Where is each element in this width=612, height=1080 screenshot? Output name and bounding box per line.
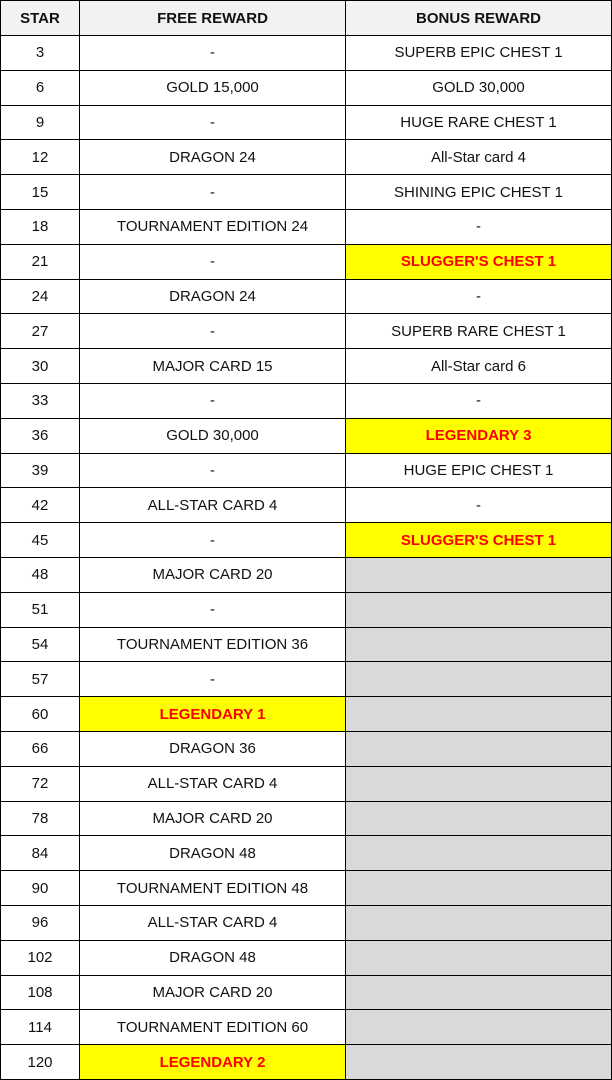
free-reward-cell: MAJOR CARD 20 — [80, 975, 346, 1010]
table-row — [1, 940, 612, 975]
star-cell: 9 — [1, 105, 80, 140]
table-row — [1, 871, 612, 906]
free-reward-cell: DRAGON 36 — [80, 731, 346, 766]
table-row — [1, 279, 612, 314]
table-row — [1, 209, 612, 244]
star-cell: 18 — [1, 209, 80, 244]
table-row — [1, 627, 612, 662]
free-reward-cell: LEGENDARY 2 — [80, 1045, 346, 1080]
free-reward-cell: - — [80, 36, 346, 71]
free-reward-cell: ALL-STAR CARD 4 — [80, 488, 346, 523]
bonus-reward-cell — [346, 592, 612, 627]
free-reward-cell: TOURNAMENT EDITION 24 — [80, 209, 346, 244]
star-cell: 33 — [1, 383, 80, 418]
header-free-reward: FREE REWARD — [80, 1, 346, 36]
table-row — [1, 36, 612, 71]
bonus-reward-cell — [346, 627, 612, 662]
bonus-reward-cell: - — [346, 383, 612, 418]
star-cell: 57 — [1, 662, 80, 697]
header-bonus-reward: BONUS REWARD — [346, 1, 612, 36]
table-row — [1, 523, 612, 558]
free-reward-cell: - — [80, 523, 346, 558]
bonus-reward-cell: LEGENDARY 3 — [346, 418, 612, 453]
table-row — [1, 105, 612, 140]
free-reward-cell: - — [80, 244, 346, 279]
bonus-reward-cell — [346, 836, 612, 871]
table-row — [1, 488, 612, 523]
star-cell: 78 — [1, 801, 80, 836]
star-cell: 12 — [1, 140, 80, 175]
star-cell: 72 — [1, 766, 80, 801]
bonus-reward-cell: SHINING EPIC CHEST 1 — [346, 175, 612, 210]
bonus-reward-cell: SLUGGER'S CHEST 1 — [346, 244, 612, 279]
free-reward-cell: TOURNAMENT EDITION 36 — [80, 627, 346, 662]
bonus-reward-cell — [346, 766, 612, 801]
bonus-reward-cell: HUGE RARE CHEST 1 — [346, 105, 612, 140]
free-reward-cell: - — [80, 175, 346, 210]
table-row — [1, 905, 612, 940]
table-row — [1, 592, 612, 627]
bonus-reward-cell: - — [346, 488, 612, 523]
table-row — [1, 697, 612, 732]
free-reward-cell: - — [80, 592, 346, 627]
star-cell: 114 — [1, 1010, 80, 1045]
bonus-reward-cell: SUPERB EPIC CHEST 1 — [346, 36, 612, 71]
bonus-reward-cell — [346, 697, 612, 732]
table-row — [1, 1010, 612, 1045]
star-cell: 39 — [1, 453, 80, 488]
bonus-reward-cell — [346, 871, 612, 906]
free-reward-cell: ALL-STAR CARD 4 — [80, 766, 346, 801]
star-cell: 108 — [1, 975, 80, 1010]
star-cell: 42 — [1, 488, 80, 523]
table-body — [1, 36, 612, 1080]
table-row — [1, 383, 612, 418]
free-reward-cell: - — [80, 662, 346, 697]
bonus-reward-cell: GOLD 30,000 — [346, 70, 612, 105]
header-row — [1, 1, 612, 36]
star-cell: 21 — [1, 244, 80, 279]
table-row — [1, 175, 612, 210]
bonus-reward-cell — [346, 1010, 612, 1045]
star-cell: 54 — [1, 627, 80, 662]
free-reward-cell: DRAGON 24 — [80, 279, 346, 314]
free-reward-cell: ALL-STAR CARD 4 — [80, 905, 346, 940]
free-reward-cell: MAJOR CARD 15 — [80, 349, 346, 384]
bonus-reward-cell: - — [346, 209, 612, 244]
table-row — [1, 731, 612, 766]
bonus-reward-cell: All-Star card 6 — [346, 349, 612, 384]
free-reward-cell: DRAGON 48 — [80, 940, 346, 975]
star-cell: 3 — [1, 36, 80, 71]
star-cell: 102 — [1, 940, 80, 975]
table-row — [1, 453, 612, 488]
bonus-reward-cell — [346, 1045, 612, 1080]
star-cell: 30 — [1, 349, 80, 384]
bonus-reward-cell — [346, 557, 612, 592]
bonus-reward-cell: SUPERB RARE CHEST 1 — [346, 314, 612, 349]
header-star: STAR — [1, 1, 80, 36]
star-cell: 6 — [1, 70, 80, 105]
free-reward-cell: - — [80, 314, 346, 349]
table-row — [1, 975, 612, 1010]
star-cell: 51 — [1, 592, 80, 627]
star-cell: 36 — [1, 418, 80, 453]
free-reward-cell: - — [80, 453, 346, 488]
table-row — [1, 1045, 612, 1080]
free-reward-cell: TOURNAMENT EDITION 48 — [80, 871, 346, 906]
table-row — [1, 801, 612, 836]
star-cell: 48 — [1, 557, 80, 592]
bonus-reward-cell: All-Star card 4 — [346, 140, 612, 175]
free-reward-cell: LEGENDARY 1 — [80, 697, 346, 732]
table-row — [1, 244, 612, 279]
free-reward-cell: - — [80, 105, 346, 140]
free-reward-cell: GOLD 15,000 — [80, 70, 346, 105]
table-row — [1, 766, 612, 801]
star-cell: 24 — [1, 279, 80, 314]
star-cell: 120 — [1, 1045, 80, 1080]
star-cell: 66 — [1, 731, 80, 766]
star-cell: 15 — [1, 175, 80, 210]
bonus-reward-cell: - — [346, 279, 612, 314]
star-cell: 84 — [1, 836, 80, 871]
table-row — [1, 557, 612, 592]
star-cell: 90 — [1, 871, 80, 906]
free-reward-cell: MAJOR CARD 20 — [80, 801, 346, 836]
table-row — [1, 836, 612, 871]
bonus-reward-cell — [346, 662, 612, 697]
star-cell: 60 — [1, 697, 80, 732]
table-row — [1, 314, 612, 349]
free-reward-cell: MAJOR CARD 20 — [80, 557, 346, 592]
star-cell: 27 — [1, 314, 80, 349]
bonus-reward-cell — [346, 801, 612, 836]
free-reward-cell: GOLD 30,000 — [80, 418, 346, 453]
free-reward-cell: TOURNAMENT EDITION 60 — [80, 1010, 346, 1045]
bonus-reward-cell — [346, 975, 612, 1010]
free-reward-cell: DRAGON 48 — [80, 836, 346, 871]
table-row — [1, 662, 612, 697]
star-cell: 45 — [1, 523, 80, 558]
bonus-reward-cell — [346, 905, 612, 940]
bonus-reward-cell: SLUGGER'S CHEST 1 — [346, 523, 612, 558]
table-row — [1, 349, 612, 384]
free-reward-cell: - — [80, 383, 346, 418]
star-cell: 96 — [1, 905, 80, 940]
bonus-reward-cell — [346, 940, 612, 975]
bonus-reward-cell: HUGE EPIC CHEST 1 — [346, 453, 612, 488]
table-row — [1, 140, 612, 175]
free-reward-cell: DRAGON 24 — [80, 140, 346, 175]
table-row — [1, 418, 612, 453]
table-row — [1, 70, 612, 105]
bonus-reward-cell — [346, 731, 612, 766]
